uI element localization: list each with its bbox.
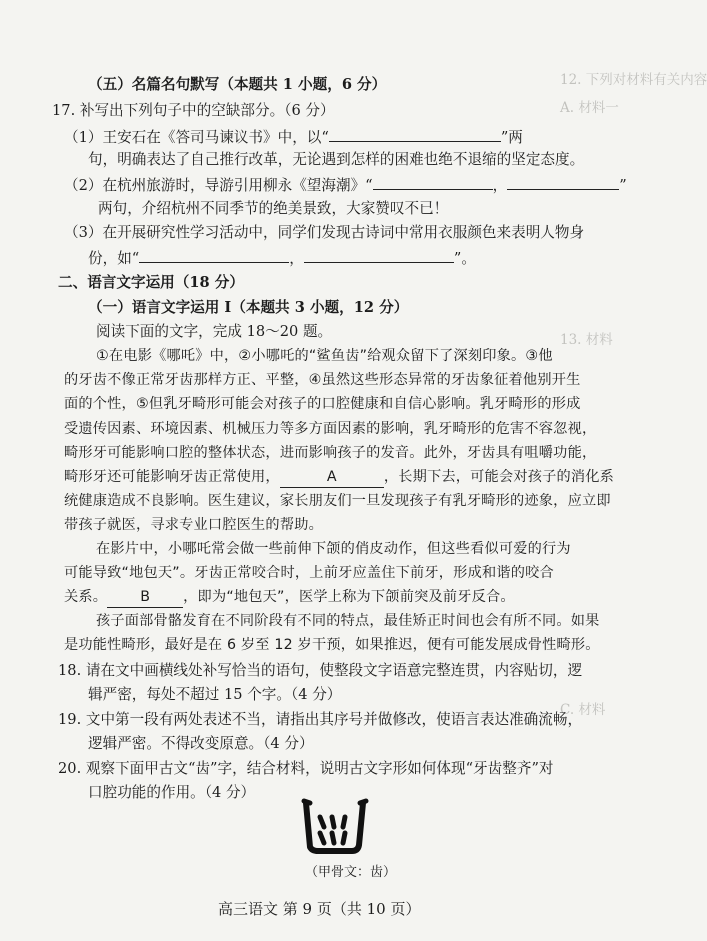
blank-b[interactable]: B: [107, 587, 183, 608]
q17-item2: [64, 175, 627, 196]
bleed-through-text: 13. 材料: [560, 332, 613, 348]
q17-item1-text: （1）王安石在《答司马谏议书》中，以“: [64, 129, 329, 146]
bleed-through-text: C. 材料: [560, 702, 606, 718]
blank-a[interactable]: A: [280, 467, 384, 488]
q17-item3-text: 份，如“: [88, 250, 140, 267]
q17-item2-text: ”: [619, 177, 627, 194]
part2-heading: 二、语言文字运用（18 分）: [58, 274, 244, 291]
answer-blank[interactable]: [139, 248, 289, 263]
question-18-cont: 辑严密，每处不超过 15 个字。（4 分）: [88, 686, 342, 703]
passage-line: [64, 587, 515, 608]
passage-text: ，长期下去，可能会对孩子的消化系: [383, 469, 615, 485]
answer-blank[interactable]: [507, 175, 619, 190]
q17-item3: （3）在开展研究性学习活动中，同学们发现古诗词中常用衣服颜色来表明人物身: [64, 224, 585, 241]
section5-heading: （五）名篇名句默写（本题共 1 小题，6 分）: [88, 76, 387, 93]
question-19: 19. 文中第一段有两处表述不当，请指出其序号并做修改，使语言表达准确流畅，: [58, 711, 583, 728]
question-18: 18. 请在文中画横线处补写恰当的语句，使整段文字语意完整连贯，内容贴切，逻: [58, 662, 583, 679]
q17-item3-cont: [88, 248, 476, 269]
q17-item2-text: （2）在杭州旅游时，导游引用柳永《望海潮》“: [64, 177, 373, 194]
passage-line: 受遗传因素、环境因素、机械压力等多方面因素的影响，乳牙畸形的危害不容忽视，: [64, 421, 597, 437]
reading-instruction: 阅读下面的文字，完成 18～20 题。: [96, 323, 333, 340]
passage-text: ，即为“地包天”，医学上称为下颌前突及前牙反合。: [183, 589, 515, 605]
part2-sub-heading: （一）语言文字运用 Ⅰ（本题共 3 小题，12 分）: [88, 299, 409, 316]
question-20-cont: 口腔功能的作用。（4 分）: [88, 784, 256, 801]
passage-text: 关系。: [64, 589, 108, 605]
bleed-through-text: A. 材料一: [560, 100, 619, 116]
page-footer: 高三语文 第 9 页（共 10 页）: [218, 900, 421, 918]
passage-line: 在影片中，小哪吒常会做一些前伸下颌的俏皮动作，但这些看似可爱的行为: [96, 541, 571, 557]
q17-item2-text: ，: [492, 177, 508, 194]
q17-item1-text: ”两: [500, 129, 523, 146]
q17-prompt: 17. 补写出下列句子中的空缺部分。（6 分）: [52, 102, 335, 119]
passage-line: 统健康造成不良影响。医生建议，家长朋友们一旦发现孩子有乳牙畸形的迹象，应立即: [64, 493, 611, 509]
bleed-through-text: 12. 下列对材料有关内容: [560, 72, 707, 88]
question-19-cont: 逻辑严密。不得改变原意。（4 分）: [88, 735, 314, 752]
passage-line: ①在电影《哪吒》中，②小哪吒的“鲨鱼齿”给观众留下了深刻印象。③他: [96, 348, 553, 364]
q17-item1-cont: 句，明确表达了自己推行改革，无论遇到怎样的困难也绝不退缩的坚定态度。: [88, 151, 585, 168]
answer-blank[interactable]: [304, 248, 454, 263]
q17-item3-text: ，: [289, 250, 304, 267]
answer-blank[interactable]: [373, 175, 493, 190]
passage-line: 孩子面部骨骼发育在不同阶段有不同的特点，最佳矫正时间也会有所不同。如果: [96, 613, 600, 629]
passage-line: 畸形牙可能影响口腔的整体状态，进而影响孩子的发音。此外，牙齿具有咀嚼功能，: [64, 445, 597, 461]
passage-line: 的牙齿不像正常牙齿那样方正、平整，④虽然这些形态异常的牙齿象征着他别开生: [64, 372, 581, 388]
answer-blank[interactable]: [329, 127, 501, 142]
passage-line: 可能导致“地包天”。牙齿正常咬合时，上前牙应盖住下前牙，形成和谐的咬合: [64, 565, 554, 581]
question-20: 20. 观察下面甲古文“齿”字，结合材料，说明古文字形如何体现“牙齿整齐”对: [58, 760, 554, 777]
q17-item3-text: ”。: [453, 250, 476, 267]
passage-line: 是功能性畸形，最好是在 6 岁至 12 岁干预，如果推迟，便有可能发展成骨性畸形。: [64, 637, 600, 653]
figure-caption: （甲骨文：齿）: [305, 865, 397, 880]
passage-line: 面的个性，⑤但乳牙畸形可能会对孩子的口腔健康和自信心影响。乳牙畸形的形成: [64, 396, 581, 412]
passage-line: [64, 467, 614, 488]
oracle-bone-tooth-glyph-icon: [300, 797, 368, 855]
q17-item2-cont: 两句，介绍杭州不同季节的绝美景致，大家赞叹不已！: [98, 200, 449, 217]
passage-line: 带孩子就医，寻求专业口腔医生的帮助。: [64, 517, 323, 533]
passage-text: 畸形牙还可能影响牙齿正常使用，: [64, 469, 280, 485]
q17-item1: [64, 127, 523, 148]
